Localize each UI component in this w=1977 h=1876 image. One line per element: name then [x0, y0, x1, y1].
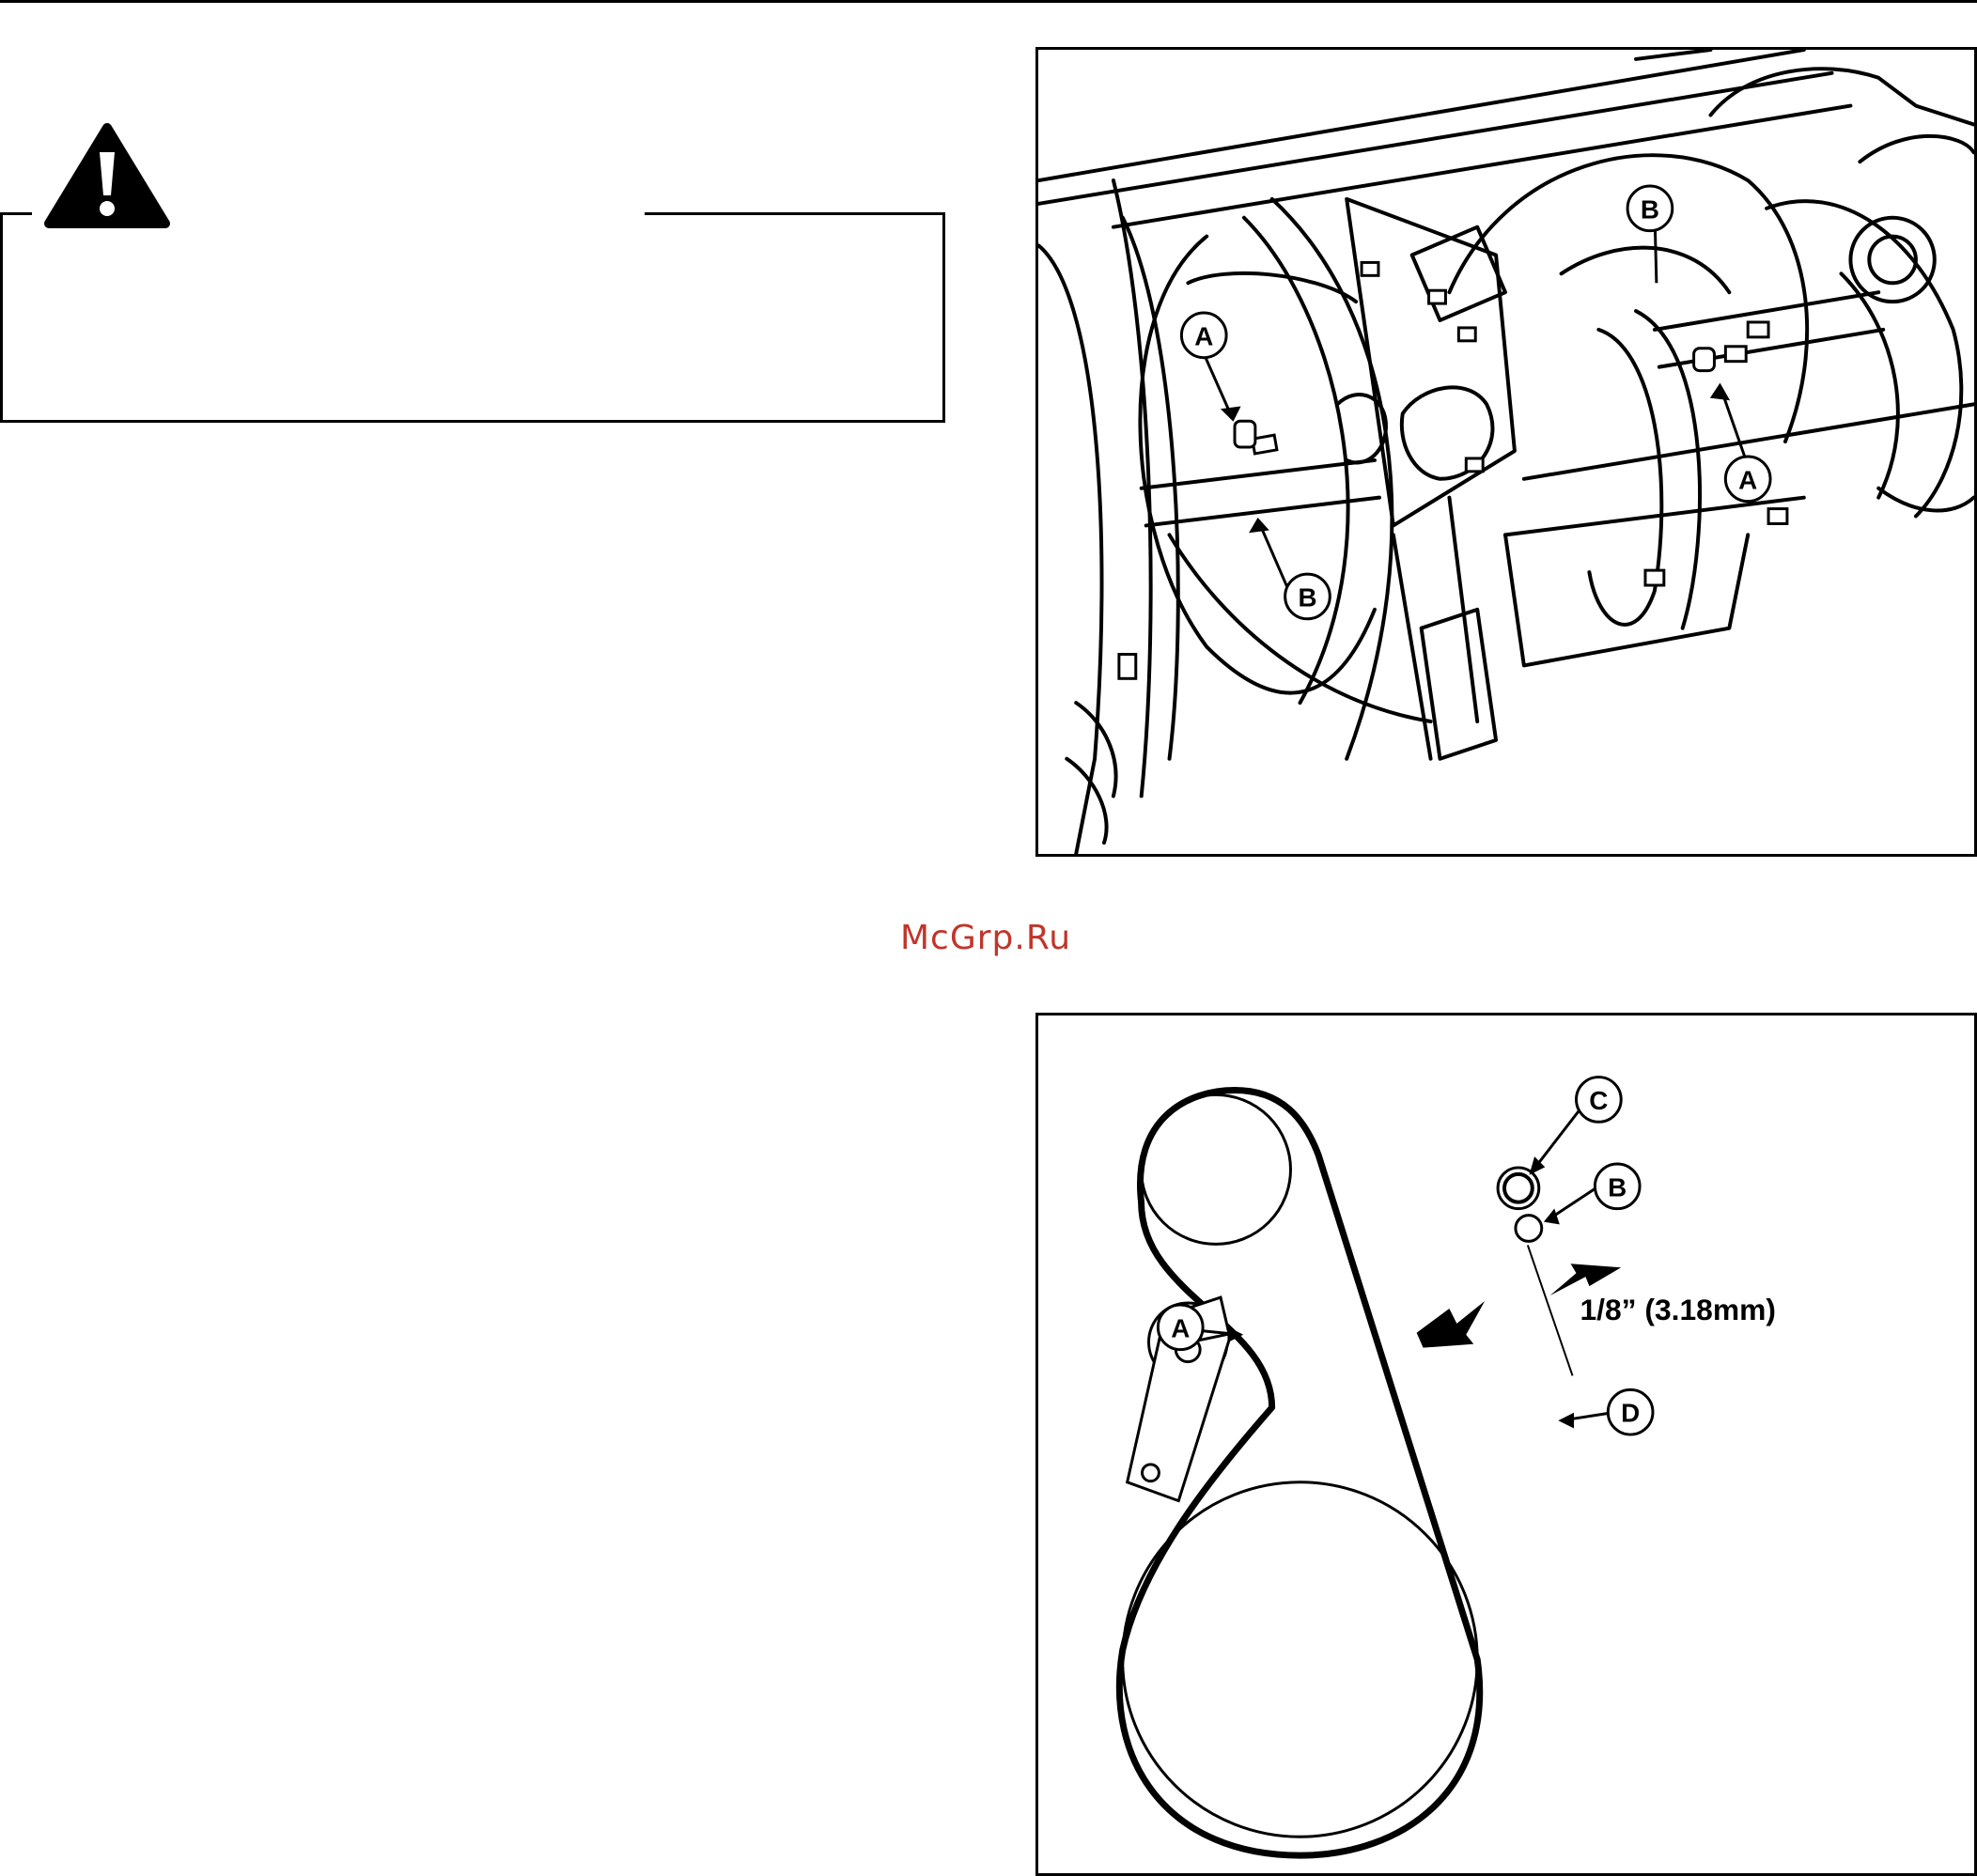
top-rule — [0, 0, 1977, 3]
auger-figure — [1035, 47, 1977, 857]
callout-a-right: A — [1738, 465, 1758, 495]
callout-b-right: B — [1640, 194, 1659, 225]
warning-triangle-icon — [43, 122, 171, 229]
callout-b-left: B — [1298, 582, 1317, 612]
callout-a-left: A — [1194, 321, 1214, 351]
belt-tension-figure — [1035, 1013, 1977, 1876]
callout-a: A — [1171, 1313, 1191, 1343]
belt-deflection-measurement: 1/8” (3.18mm) — [1580, 1292, 1776, 1326]
auger-illustration — [1038, 50, 1974, 854]
callout-b: B — [1608, 1172, 1627, 1202]
warning-box — [0, 212, 945, 423]
watermark: McGrp.Ru — [900, 919, 1072, 957]
callout-d: D — [1621, 1398, 1641, 1428]
belt-diagram — [1038, 1016, 1974, 1873]
callout-c: C — [1589, 1085, 1609, 1115]
